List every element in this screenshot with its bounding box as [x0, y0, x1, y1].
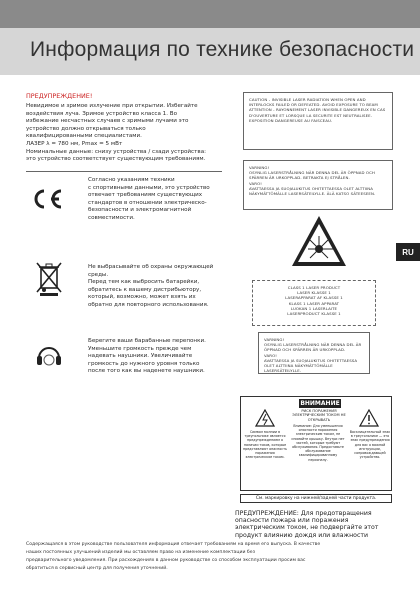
bin-line: обратитесь к вашему дистрибьютору,	[88, 286, 202, 293]
footer-text	[26, 541, 406, 573]
bin-line: обратно для повторного использования.	[88, 301, 209, 308]
page-title: Информация по технике безопасности	[30, 38, 415, 61]
bin-line: среды.	[88, 271, 109, 278]
bin-text	[88, 264, 228, 310]
laser-line: устройство должно открываться только	[26, 125, 146, 132]
laser-caution-label: CAUTION - INVISIBLE LASER RADIATION WHEN OPEN AND INTERLOCKS FAILED OR DEFEATED. AVOID EXPOSURE TO BEAM ATTENTION - RAYONNEMENT LASER INVISIBLE DANGEREUX EN CAS D'OUVERTURE ET LORSQUE LA SECURITE EST NEUTRALISEE. EXPOSITION DANGEREUSE AU FAISCEAU.	[243, 92, 393, 150]
lightning-triangle-icon	[255, 409, 275, 427]
bin-line: Перед тем как выбросить батарейки,	[88, 279, 200, 286]
ce-mark-icon	[30, 188, 64, 210]
varning-label-2: VARNING! OSYNLIG LASERSTRÅLNING NÄR DENNA DEL ÄR ÖPPNAD OCH SPÄRREN ÄR URKOPPLAD. VARO! AVATTAESSA JA SUOJALUKITUS OHITETTAESSA OLET ALTTIINA NÄKYMÄTTÖMÄLLE LASERSÄTEILYLLE.	[258, 332, 370, 374]
bin-line: который, возможно, может взять их	[88, 294, 196, 301]
class1-laser-label: CLASS 1 LASER PRODUCT LASER KLASSE 1 LASERAPPARAT AF KLASSE 1 KLASS 1 LASER APPARAT LUOKAN 1 LASERLAITE LASERPRODUCT KLASSE 1	[252, 280, 376, 326]
warning-col-3: Восклицательный знак в треугольнике — это знак предупреждения для вас о важной инструкции, сопровождающей устройство.	[349, 430, 391, 460]
warning-heading: ПРЕДУПРЕЖДЕНИЕ!	[26, 92, 93, 100]
exclamation-triangle-icon	[359, 409, 379, 427]
warning-title: ВНИМАНИЕ	[300, 400, 340, 407]
language-tab: RU	[396, 243, 420, 261]
ce-line: стандартов в отношении электрическо-	[88, 199, 207, 206]
footer-line: предварительного уведомления. При расхождениях в данном руководстве со способом эксплуатации просим вас	[26, 558, 306, 563]
ce-line: Согласно указаниям техники	[88, 177, 175, 183]
footer-line: Содержащаяся в этом руководстве пользователя информация отвечает требованиям на время его выпуска. В качестве	[26, 542, 321, 547]
footer-line: наших постоянных улучшений изделий мы оставляем право на изменение комплектации без	[26, 550, 256, 555]
title-band	[0, 28, 420, 75]
divider	[26, 171, 222, 172]
ce-line: с спортивными данными, это устройство	[88, 184, 210, 191]
ear-line: после того как вы наденете наушники.	[88, 368, 205, 375]
laser-text	[26, 103, 226, 164]
warning-col-2: Внимание: Для уменьшения опасности поражения электрическим током, не снимайте крышку. Внутри нет частей, которые требуют обслуживания. Предоставьте обслуживание квалифицированному персоналу.	[291, 424, 345, 462]
ce-line: совместимости.	[88, 214, 135, 221]
warning-box	[240, 396, 392, 491]
varning-label: VARNING! OSYNLIG LASERSTRÅLNING NÄR DENNA DEL ÄR ÖPPNAD OCH SPÄRREN ÄR URKOPPLAD. BETRAKTA EJ STRÅLEN. VARO! AVATTAESSA JA SUOJALUKITUS OHITETTAESSA OLET ALTTIINA NÄKYMÄTTÖMÄLLE LASERSÄTEILYLLE. ÄLÄ KATSO SÄTEESEEN.	[243, 160, 393, 210]
warning-col-1: Символ молнии в треугольнике является предупреждением о наличии токов, которые представляют опасность поражения электрическим током.	[243, 430, 287, 460]
footer-line: обратиться в сервисный центр для получения уточнений.	[26, 566, 168, 571]
ear-text	[88, 338, 228, 376]
ce-line: безопасности и электромагнитной	[88, 207, 192, 214]
laser-line: это устройство соответствует существующим требованиям.	[26, 156, 206, 163]
ear-line: Уменьшите громкость прежде чем	[88, 345, 192, 352]
warning-subtitle: РИСК ПОРАЖЕНИЯ ЭЛЕКТРИЧЕСКИМ ТОКОМ НЕ ОТКРЫВАТЬ	[292, 409, 346, 422]
laser-line: ЛАЗЕР λ = 780 нм, Pmax = 5 мВт	[26, 140, 123, 147]
ear-line: Берегите ваши барабанные перепонки.	[88, 338, 206, 344]
fire-warning: ПРЕДУПРЕЖДЕНИЕ: Для предотвращения опасности пожара или поражения электрическим током, не подвергайте этот продукт влиянию дождя или влажности	[235, 510, 379, 539]
headphones-icon	[34, 340, 64, 370]
ce-text	[88, 177, 228, 223]
laser-line: Невидимое и зримое излучение при открытии. Избегайте	[26, 103, 198, 109]
ce-line: отвечает требованиям существующих	[88, 192, 203, 199]
laser-line: воздействия луча. Зримое устройство класса 1. Во	[26, 110, 178, 117]
crossed-bin-icon	[36, 262, 62, 296]
bin-line: Не выбрасывайте об охраны окружающей	[88, 264, 214, 270]
ear-line: надевать наушники. Увеличивайте	[88, 353, 193, 360]
laser-line: избежание несчастных случаев с зримыми лучами это	[26, 118, 189, 125]
warning-footer: См. маркировку на нижней/задней части продукта.	[240, 494, 392, 503]
ear-line: громкость до нужного уровня только	[88, 360, 200, 367]
top-bar	[0, 0, 420, 28]
laser-warning-icon	[290, 214, 348, 268]
laser-line: Номинальные данные: снизу устройства / сзади устройства:	[26, 148, 207, 155]
laser-line: квалифицированными специалистами.	[26, 133, 142, 140]
